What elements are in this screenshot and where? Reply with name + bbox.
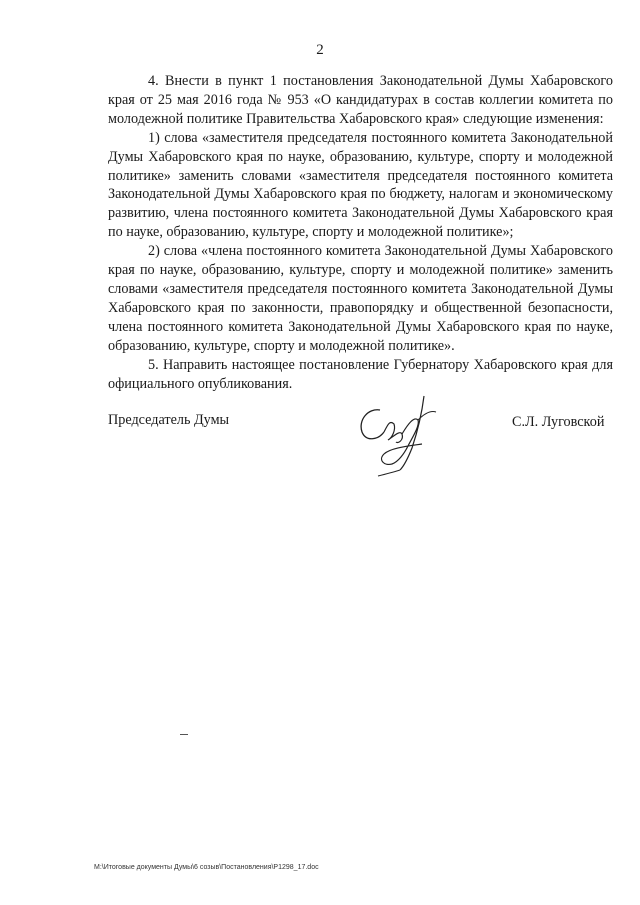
- footer-file-path: M:\Итоговые документы Думы\6 созыв\Постановления\P1298_17.doc: [94, 864, 319, 871]
- stray-mark: [180, 734, 188, 735]
- signatory-title: Председатель Думы: [108, 412, 230, 428]
- document-body: [108, 72, 613, 393]
- page-number: 2: [316, 42, 324, 58]
- paragraph-item-5: 5. Направить настоящее постановление Губернатору Хабаровского края для официального опубликования.: [108, 356, 613, 392]
- handwritten-signature: [338, 390, 458, 480]
- paragraph-subitem-2: 2) слова «члена постоянного комитета Законодательной Думы Хабаровского края по науке, образованию, культуре, спорту и молодежной политике» заменить словами «заместителя председателя постоянного комитета Законодательной Думы Хабаровского края по законности, правопорядку и общественной безопасности, члена постоянного комитета Законодательной Думы Хабаровского края по науке, образованию, культуре, спорту и молодежной политике».: [108, 243, 613, 354]
- signatory-name: С.Л. Луговской: [512, 414, 605, 430]
- paragraph-item-4: 4. Внести в пункт 1 постановления Законодательной Думы Хабаровского края от 25 мая 2016 года № 953 «О кандидатурах в состав коллегии комитета по молодежной политике Правительства Хабаровского края» следующие изменения:: [108, 73, 613, 127]
- paragraph-subitem-1: 1) слова «заместителя председателя постоянного комитета Законодательной Думы Хабаровского края по науке, образованию, культуре, спорту и молодежной политике» заменить словами «заместителя председателя постоянного комитета Законодательной Думы Хабаровского края по бюджету, налогам и экономическому развитию, члена постоянного комитета Законодательной Думы Хабаровского края по науке, образованию, культуре, спорту и молодежной политике»;: [108, 129, 613, 241]
